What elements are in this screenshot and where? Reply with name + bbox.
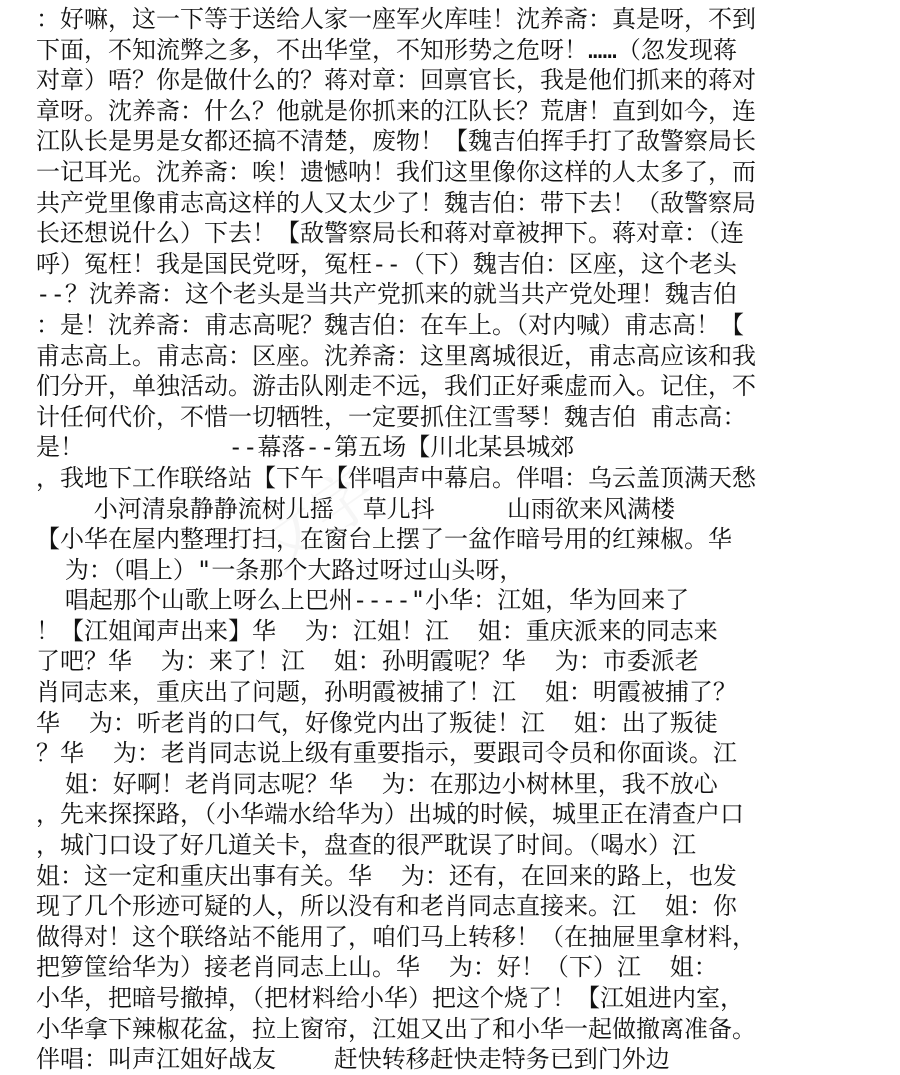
text-line: ，城门口设了好几道关卡，盘查的很严耽误了时间。（喝水）江 <box>36 831 696 860</box>
text-line: 下面，不知流弊之多，不出华堂，不知形势之危呀！……（忽发现蒋 <box>36 35 737 64</box>
text-line: 共产党里像甫志高这样的人又太少了！魏吉伯：带下去！（敌警察局 <box>36 188 756 217</box>
text-line: 了吧？华 为：来了！江 姐：孙明霞呢？华 为：市委派老 <box>36 647 699 676</box>
text-line: ，我地下工作联络站【下午【伴唱声中幕启。伴唱：乌云盖顶满天愁 <box>36 463 756 492</box>
text-line: 把箩筐给华为）接老肖同志上山。华 为：好！（下）江 姐： <box>36 953 718 982</box>
text-line: 甫志高上。甫志高：区座。沈养斋：这里离城很近，甫志高应该和我 <box>36 341 756 370</box>
text-line: ？华 为：老肖同志说上级有重要指示，要跟司令员和你面谈。江 <box>36 739 737 768</box>
text-line: --？沈养斋：这个老头是当共产党抓来的就当共产党处理！魏吉伯 <box>36 280 737 309</box>
text-line: 伴唱：叫声江姐好战友 赶快转移赶快走特务已到门外边 <box>36 1045 670 1074</box>
text-line: 【小华在屋内整理打扫，在窗台上摆了一盆作暗号用的红辣椒。华 <box>36 525 732 554</box>
text-line: 对章）唔？你是做什么的？蒋对章：回禀官长，我是他们抓来的蒋对 <box>36 66 756 95</box>
text-line: 做得对！这个联络站不能用了，咱们马上转移！（在抽屉里拿材料， <box>36 922 756 951</box>
text-line: ，先来探探路，（小华端水给华为）出城的时候，城里正在清查户口 <box>36 800 744 829</box>
text-line: 长还想说什么）下去！【敌警察局长和蒋对章被押下。蒋对章：（连 <box>36 219 744 248</box>
text-line: 是！ --幕落--第五场【川北某县城郊 <box>36 433 575 462</box>
text-line: 江队长是男是女都还搞不清楚，废物！【魏吉伯挥手打了敌警察局长 <box>36 127 756 156</box>
text-line: 为：（唱上）"一条那个大路过呀过山头呀， <box>36 555 524 584</box>
text-line: 姐：好啊！老肖同志呢？华 为：在那边小树林里，我不放心 <box>36 769 718 798</box>
text-line: 小华拿下辣椒花盆，拉上窗帘，江姐又出了和小华一起做撤离准备。 <box>36 1014 756 1043</box>
text-line: 小华，把暗号撤掉，（把材料给小华）把这个烧了！【江姐进内室， <box>36 984 744 1012</box>
text-line: 呼）冤枉！我是国民党呀，冤枉--（下）魏吉伯：区座，这个老头 <box>36 249 737 278</box>
text-line: 章呀。沈养斋：什么？他就是你抓来的江队长？荒唐！直到如今，连 <box>36 96 756 125</box>
text-line: 姐：这一定和重庆出事有关。华 为：还有，在回来的路上，也发 <box>36 861 737 890</box>
text-line: ！【江姐闻声出来】华 为：江姐！江 姐：重庆派来的同志来 <box>36 616 718 645</box>
script-text-block <box>36 4 896 1075</box>
text-line: 们分开，单独活动。游击队刚走不远，我们正好乘虚而入。记住，不 <box>36 372 756 401</box>
text-line: ：是！沈养斋：甫志高呢？魏吉伯：在车上。（对内喊）甫志高！【 <box>36 310 744 339</box>
text-line: 华 为：听老肖的口气，好像党内出了叛徒！江 姐：出了叛徒 <box>36 708 718 737</box>
text-line: 肖同志来，重庆出了问题，孙明霞被捕了！江 姐：明霞被捕了？ <box>36 678 737 707</box>
text-line: 一记耳光。沈养斋：唉！遗憾呐！我们这里像你这样的人太多了，而 <box>36 157 756 186</box>
text-line: 计任何代价，不惜一切牺牲，一定要抓住江雪琴！魏吉伯 甫志高： <box>36 402 747 431</box>
text-line: 唱起那个山歌上呀么上巴州----"小华：江姐，华为回来了 <box>36 586 690 615</box>
text-line: ：好嘛，这一下等于送给人家一座军火库哇！沈养斋：真是呀，不到 <box>36 5 756 33</box>
text-line: 小河清泉静静流树儿摇 草儿抖 山雨欲来风满楼 <box>36 494 675 523</box>
text-line: 现了几个形迹可疑的人，所以没有和老肖同志直接来。江 姐：你 <box>36 892 737 921</box>
